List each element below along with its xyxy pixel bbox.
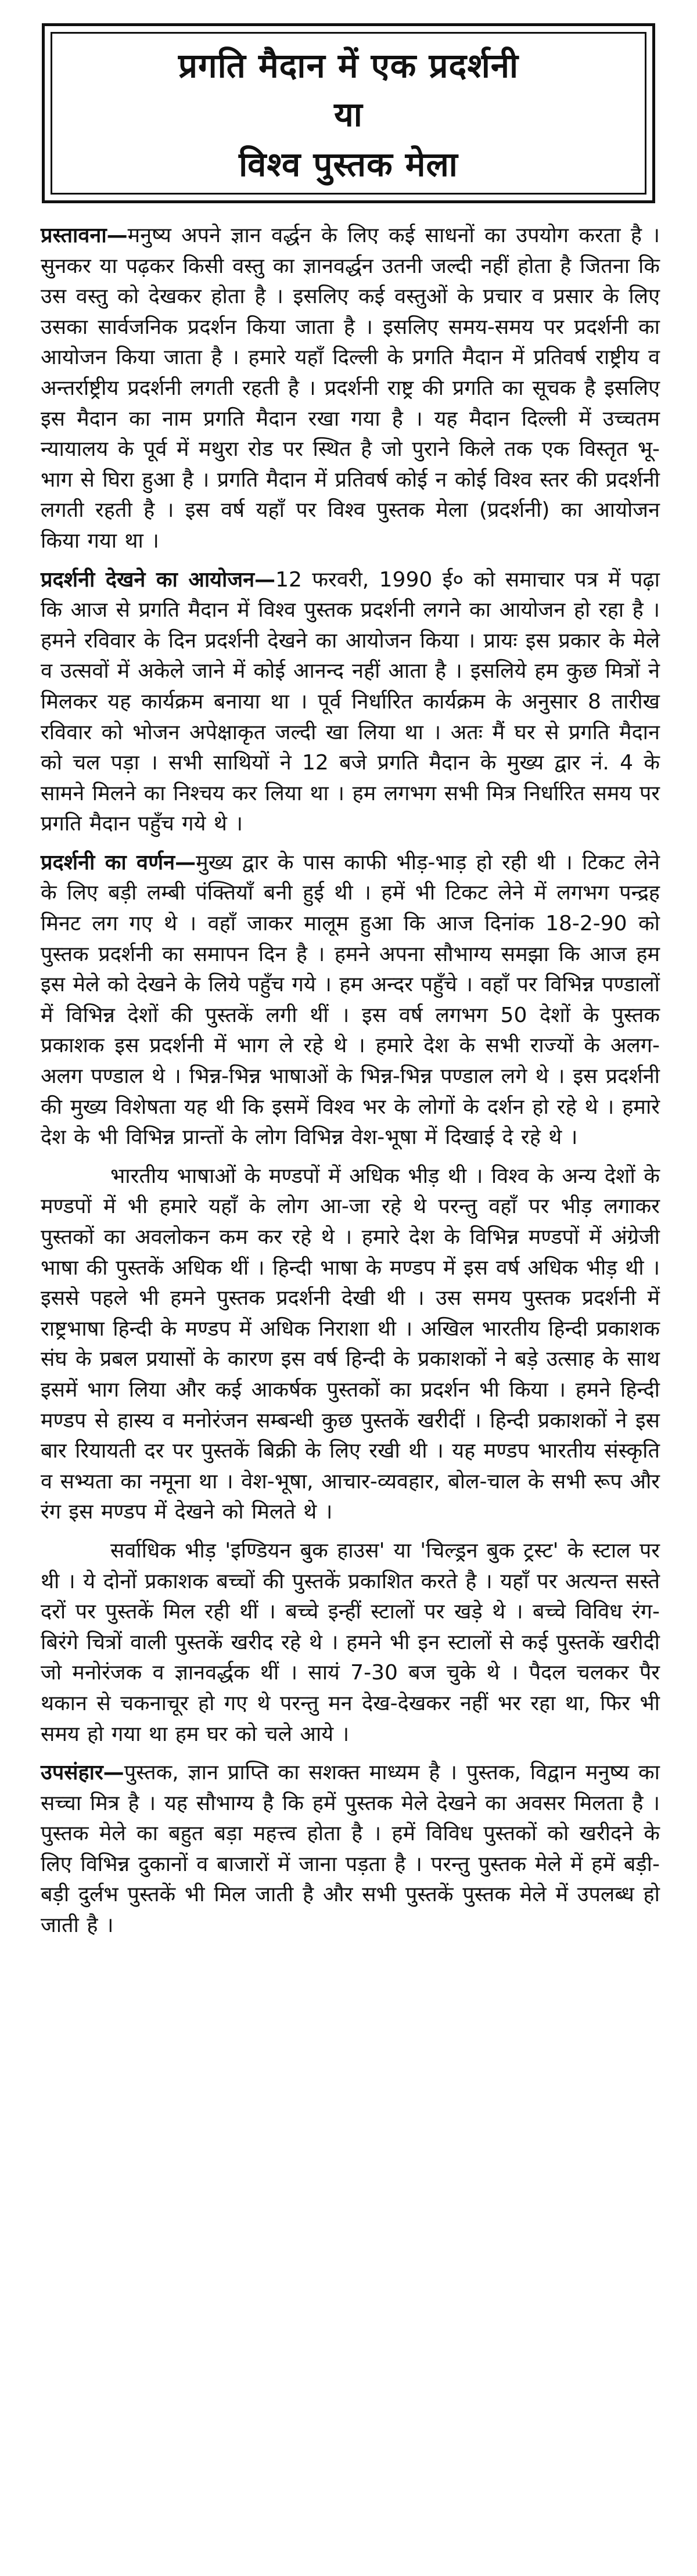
title-line-3: विश्व पुस्तक मेला [239, 145, 458, 184]
essay-body [41, 221, 660, 1949]
heading-planning: प्रदर्शनी देखने का आयोजन— [41, 567, 276, 592]
paragraph-indian-languages [41, 1161, 660, 1528]
heading-conclusion: उपसंहार— [41, 1761, 124, 1785]
text-indian-languages: भारतीय भाषाओं के मण्डपों में अधिक भीड़ थी । विश्व के अन्य देशों के मण्डपों में भी हमारे यहाँ के लोग आ-जा रहे थे परन्तु वहाँ पर भीड़ लगाकर पुस्तकों का अवलोकन कम कर रहे थे । हमारे देश के विभिन्न मण्डपों में अंग्रेजी भाषा की पुस्तकें अधिक थीं । हिन्दी भाषा के मण्डप में इस वर्ष अधिक भीड़ थी । इससे पहले भी हमने पुस्तक प्रदर्शनी देखी थी । उस समय पुस्तक प्रदर्शनी में राष्ट्रभाषा हिन्दी के मण्डप में अधिक निराशा थी । अखिल भारतीय हिन्दी प्रकाशक संघ के प्रबल प्रयासों के कारण इस वर्ष हिन्दी के प्रकाशकों ने बड़े उत्साह के साथ इसमें भाग लिया और कई आकर्षक पुस्तकों का प्रदर्शन भी किया । हमने हिन्दी मण्डप से हास्य व मनोरंजन सम्बन्धी कुछ पुस्तकें खरीदीं । हिन्दी प्रकाशकों ने इस बार रियायती दर पर पुस्तकें बिक्री के लिए रखी थी । यह मण्डप भारतीय संस्कृति व सभ्यता का नमूना था । वेश-भूषा, आचार-व्यवहार, बोल-चाल के सभी रूप और रंग इस मण्डप में देखने को मिलते थे । [41, 1164, 660, 1524]
paragraph-conclusion [41, 1758, 660, 1941]
paragraph-children-books [41, 1536, 660, 1750]
text-conclusion: पुस्तक, ज्ञान प्राप्ति का सशक्त माध्यम है । पुस्तक, विद्वान मनुष्य का सच्चा मित्र है । यह सौभाग्य है कि हमें पुस्तक मेले देखने का अवसर मिलता है । पुस्तक मेले का बहुत बड़ा महत्त्व होता है । हमें विविध पुस्तकों को खरीदने के लिए विभिन्न दुकानों व बाजारों में जाना पड़ता है । परन्तु पुस्तक मेले में हमें बड़ी-बड़ी दुर्लभ पुस्तकें भी मिल जाती है और सभी पुस्तकें पुस्तक मेले में उपलब्ध हो जाती है । [41, 1761, 660, 1938]
text-introduction: मनुष्य अपने ज्ञान वर्द्धन के लिए कई साधनों का उपयोग करता है । सुनकर या पढ़कर किसी वस्तु का ज्ञानवर्द्धन उतनी जल्दी नहीं होता है जितना कि उस वस्तु को देखकर होता है । इसलिए कई वस्तुओं के प्रचार व प्रसार के लिए उसका सार्वजनिक प्रदर्शन किया जाता है । इसलिए समय-समय पर प्रदर्शनी का आयोजन किया जाता है । हमारे यहाँ दिल्ली के प्रगति मैदान में प्रतिवर्ष राष्ट्रीय व अन्तर्राष्ट्रीय प्रदर्शनी लगती रहती है । प्रदर्शनी राष्ट्र की प्रगति का सूचक है इसलिए इस मैदान का नाम प्रगति मैदान रखा गया है । यह मैदान दिल्ली में उच्चतम न्यायालय के पूर्व में मथुरा रोड पर स्थित है जो पुराने किले तक एक विस्तृत भू-भाग से घिरा हुआ है । प्रगति मैदान में प्रतिवर्ष कोई न कोई विश्व स्तर की प्रदर्शनी लगती रहती है । इस वर्ष यहाँ पर विश्व पुस्तक मेला (प्रदर्शनी) का आयोजन किया गया था । [41, 224, 660, 553]
heading-introduction: प्रस्तावना— [41, 224, 128, 247]
text-description: मुख्य द्वार के पास काफी भीड़-भाड़ हो रही थी । टिकट लेने के लिए बड़ी लम्बी पंक्तियाँ बनी हुई थी । हमें भी टिकट लेने में लगभग पन्द्रह मिनट लग गए थे । वहाँ जाकर मालूम हुआ कि आज दिनांक 18-2-90 को पुस्तक प्रदर्शनी का समापन दिन है । हमने अपना सौभाग्य समझा कि आज हम इस मेले को देखने के लिये पहुँच गये । हम अन्दर पहुँचे । वहाँ पर विभिन्न पण्डालों में विभिन्न देशों की पुस्तकें लगी थीं । इस वर्ष लगभग 50 देशों के पुस्तक प्रकाशक इस प्रदर्शनी में भाग ले रहे थे । हमारे देश के सभी राज्यों के अलग-अलग पण्डाल थे । भिन्न-भिन्न भाषाओं के भिन्न-भिन्न पण्डाल लगे थे । इस प्रदर्शनी की मुख्य विशेषता यह थी कि इसमें विश्व भर के लोगों के दर्शन हो रहे थे । हमारे देश के भी विभिन्न प्रान्तों के लोग विभिन्न वेश-भूषा में दिखाई दे रहे थे । [41, 850, 660, 1150]
heading-description: प्रदर्शनी का वर्णन— [41, 850, 196, 875]
paragraph-description [41, 848, 660, 1153]
paragraph-introduction [41, 221, 660, 557]
paragraph-planning [41, 565, 660, 840]
title-box [42, 23, 655, 203]
title-line-1: प्रगति मैदान में एक प्रदर्शनी [178, 46, 519, 85]
title-line-2: या [334, 95, 363, 134]
text-children-books: सर्वाधिक भीड़ 'इण्डियन बुक हाउस' या 'चिल्ड्रन बुक ट्रस्ट' के स्टाल पर थी । ये दोनों प्रकाशक बच्चों की पुस्तकें प्रकाशित करते है । यहाँ पर अत्यन्त सस्ते दरों पर पुस्तकें मिल रही थीं । बच्चे इन्हीं स्टालों पर खड़े थे । बच्चे विविध रंग-बिरंगे चित्रों वाली पुस्तकें खरीद रहे थे । हमने भी इन स्टालों से कई पुस्तकें खरीदी जो मनोरंजक व ज्ञानवर्द्धक थीं । सायं 7-30 बज चुके थे । पैदल चलकर पैर थकान से चकनाचूर हो गए थे परन्तु मन देख-देखकर नहीं भर रहा था, फिर भी समय हो गया था हम घर को चले आये । [41, 1538, 660, 1746]
text-planning: 12 फरवरी, 1990 ई० को समाचार पत्र में पढ़ा कि आज से प्रगति मैदान में विश्व पुस्तक प्रदर्शनी लगने का आयोजन हो रहा है । हमने रविवार के दिन प्रदर्शनी देखने का आयोजन किया । प्रायः इस प्रकार के मेले व उत्सवों में अकेले जाने में कोई आनन्द नहीं आता है । इसलिये हम कुछ मित्रों ने मिलकर यह कार्यक्रम बनाया था । पूर्व निर्धारित कार्यक्रम के अनुसार 8 तारीख रविवार को भोजन अपेक्षाकृत जल्दी खा लिया था । अतः मैं घर से प्रगति मैदान को चल पड़ा । सभी साथियों ने 12 बजे प्रगति मैदान के मुख्य द्वार नं. 4 के सामने मिलने का निश्चय कर लिया था । हम लगभग सभी मित्र निर्धारित समय पर प्रगति मैदान पहुँच गये थे । [41, 567, 660, 836]
